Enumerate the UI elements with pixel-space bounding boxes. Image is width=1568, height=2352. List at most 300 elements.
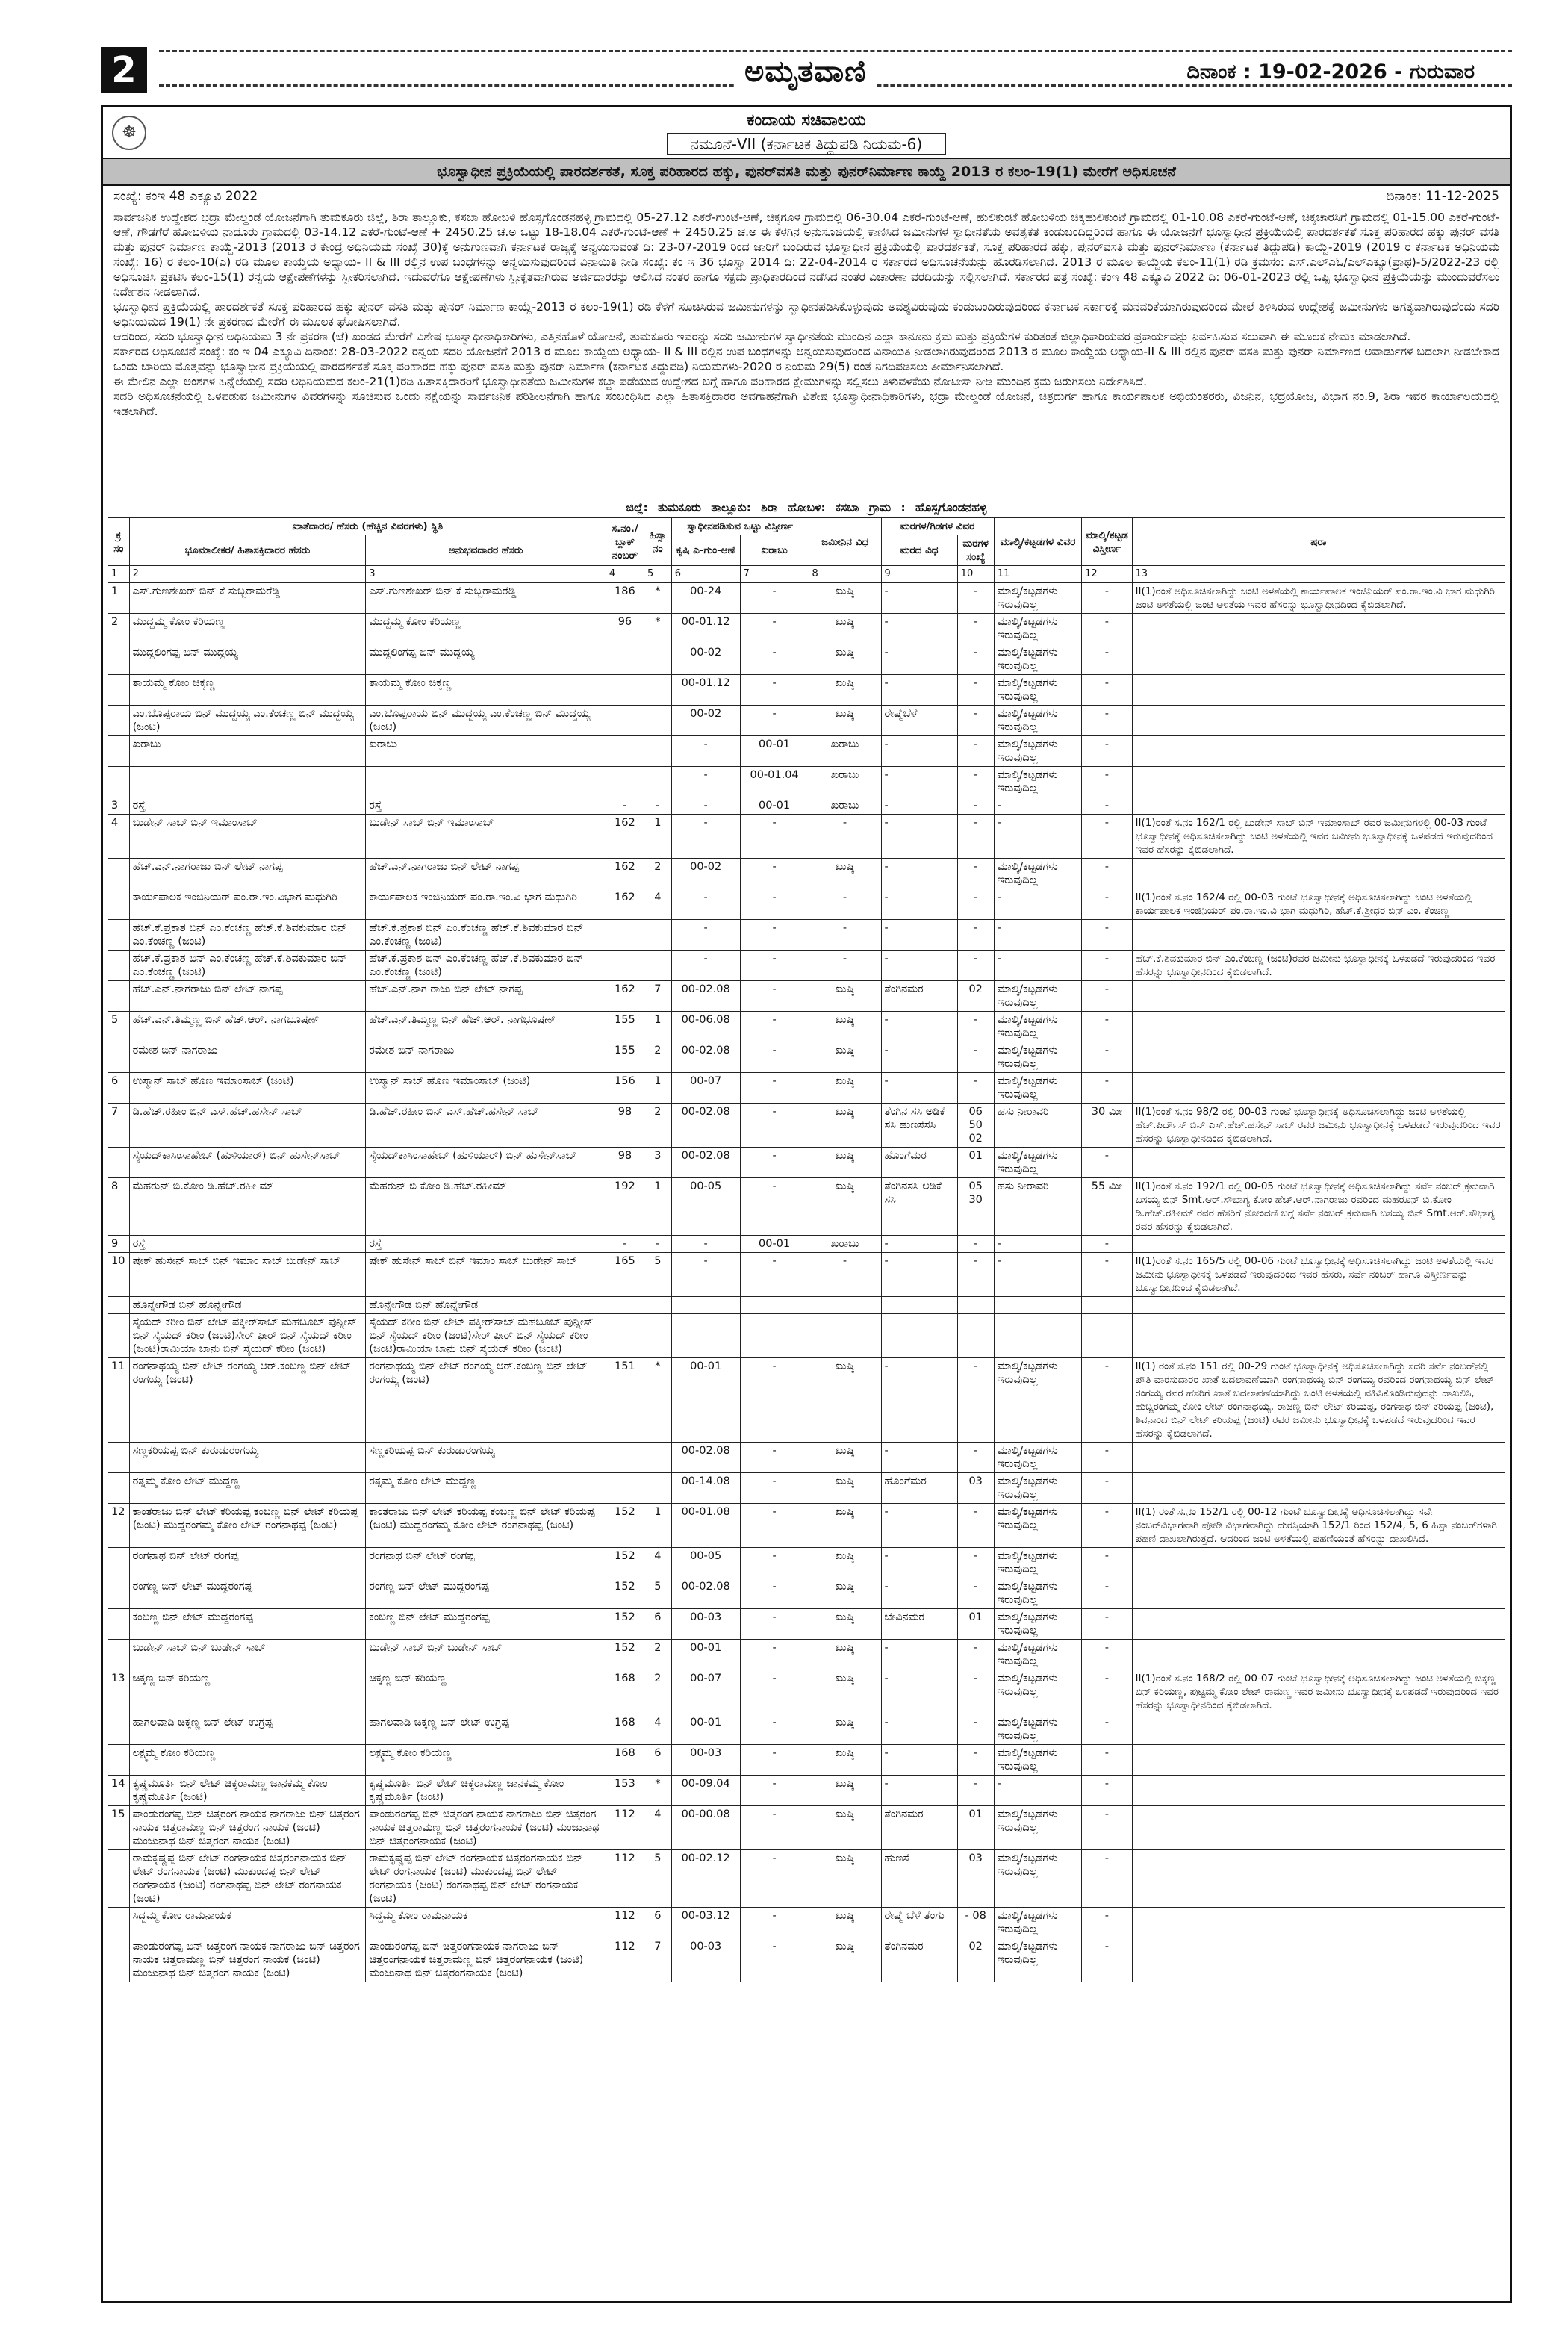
cell-kharab: - xyxy=(740,1745,809,1776)
cell-survey: - xyxy=(606,1236,644,1253)
table-row xyxy=(108,981,1505,1012)
cell-occupant: ಬುಡೇನ್ ಸಾಬ್ ಬಿನ್ ಬುಡೇನ್ ಸಾಬ್ xyxy=(366,1640,606,1670)
cell-survey: - xyxy=(606,797,644,815)
cell-remark: ಹೆಚ್.ಕೆ.ಶಿವಕುಮಾರ ಬಿನ್ ಎಂ.ಕೆಂಚಣ್ಣ (ಜಂಟಿ)ರವರ ಜಮೀನು ಭೂಸ್ವಾಧೀನಕ್ಕೆ ಒಳಪಡದೆ ಇರುವುದರಿಂದ ಇವರ ಹೆಸರನ್ನು ಭೂಸ್ವಾಧೀನದಿಂದ ಕೈಬಿಡಲಾಗಿದೆ. xyxy=(1132,951,1505,981)
cell-hissa: - xyxy=(644,797,671,815)
header-occupant: ಅನುಭವದಾರರ ಹೆಸರು xyxy=(366,535,606,566)
cell-occupant: ಹೆಚ್.ಕೆ.ಪ್ರಕಾಶ ಬಿನ್ ಎಂ.ಕೆಂಚಣ್ಣ ಹೆಚ್.ಕೆ.ಶಿವಕುಮಾರ ಬಿನ್ ಎಂ.ಕೆಂಚಣ್ಣ (ಜಂಟಿ) xyxy=(366,951,606,981)
cell-krishi: 00-07 xyxy=(671,1670,740,1714)
header-remarks: ಷರಾ xyxy=(1132,518,1505,566)
table-row xyxy=(108,1473,1505,1504)
cell-remark: II(1)ರಂತೆ ಸ.ನಂ 165/5 ರಲ್ಲಿ 00-06 ಗುಂಟೆ ಭೂಸ್ವಾಧೀನಕ್ಕೆ ಅಧಿಸೂಚಿಸಲಾಗಿದ್ದು ಜಂಟಿ ಅಳತೆಯಲ್ಲಿ ಇವರ ಜಮೀನು ಭೂಸ್ವಾಧೀನಕ್ಕೆ ಒಳಪಡದೆ ಇರುವುದರಿಂದ ಇವರ ಹೆಸರು, ಸರ್ವೆ ನಂಬರ್ ಹಾಗೂ ವಿಸ್ತೀರ್ಣವನ್ನು ಭೂಸ್ವಾಧೀನದಿಂದ ಕೈಬಿಡಲಾಗಿದೆ. xyxy=(1132,1253,1505,1297)
cell-kharab: - xyxy=(740,1443,809,1473)
cell-survey: 168 xyxy=(606,1670,644,1714)
cell-sl xyxy=(108,981,130,1012)
cell-count: - xyxy=(957,859,994,889)
cell-type: ಖುಷ್ಕಿ xyxy=(809,1776,881,1806)
cell-bldg: ಮಾಲ್ಕಿ/ಕಟ್ಟಡಗಳು ಇರುವುದಿಲ್ಲ xyxy=(994,1473,1081,1504)
cell-sl xyxy=(108,1148,130,1178)
cell-occupant: ರಮೇಶ ಬಿನ್ ನಾಗರಾಜು xyxy=(366,1042,606,1073)
notification-banner: ಭೂಸ್ವಾಧೀನ ಪ್ರಕ್ರಿಯೆಯಲ್ಲಿ ಪಾರದರ್ಶಕತೆ, ಸೂಕ್ತ ಪರಿಹಾರದ ಹಕ್ಕು, ಪುನರ್‌ವಸತಿ ಮತ್ತು ಪುನರ್‌ನಿರ್ಮಾಣ ಕಾಯ್ದೆ 2013 ರ ಕಲಂ-19(1) ಮೇರೆಗೆ ಅಧಿಸೂಚನೆ xyxy=(103,158,1510,186)
cell-survey: 152 xyxy=(606,1578,644,1609)
cell-bldg: ಮಾಲ್ಕಿ/ಕಟ್ಟಡಗಳು ಇರುವುದಿಲ್ಲ xyxy=(994,644,1081,675)
cell-sl xyxy=(108,1443,130,1473)
header-land-type: ಜಮೀನಿನ ವಿಧ xyxy=(809,518,881,566)
cell-remark: II(1)ರಂತೆ ಸ.ನಂ 162/4 ರಲ್ಲಿ 00-03 ಗುಂಟೆ ಭೂಸ್ವಾಧೀನಕ್ಕೆ ಅಧಿಸೂಚಿಸಲಾಗಿದ್ದು ಜಂಟಿ ಅಳತೆಯಲ್ಲಿ ಕಾರ್ಯಪಾಲಕ ಇಂಜಿನಿಯರ್ ಪಂ.ರಾ.ಇಂ.ವಿ ಭಾಗ ಮಧುಗಿರಿ, ಹೆಚ್.ಕೆ.ಶ್ರೀಧರ ಬಿನ್ ಎಂ. ಕೆಂಚಣ್ಣ xyxy=(1132,889,1505,920)
cell-bldg: ಮಾಲ್ಕಿ/ಕಟ್ಟಡಗಳು ಇರುವುದಿಲ್ಲ xyxy=(994,1012,1081,1042)
cell-hissa: * xyxy=(644,1358,671,1443)
top-rule xyxy=(159,50,1512,52)
cell-type: ಖುಷ್ಕಿ xyxy=(809,1548,881,1578)
cell-bldg: ಮಾಲ್ಕಿ/ಕಟ್ಟಡಗಳು ಇರುವುದಿಲ್ಲ xyxy=(994,1938,1081,1982)
cell-occupant: ಡಿ.ಹೆಚ್.ರಹೀಂ ಬಿನ್ ಎಸ್.ಹೆಚ್.ಹಸೇನ್ ಸಾಬ್ xyxy=(366,1104,606,1148)
cell-hissa: 3 xyxy=(644,1148,671,1178)
cell-remark xyxy=(1132,614,1505,644)
cell-occupant: ಸೈಯದ್‌ಕಾಸಿಂಸಾಹೇಬ್ (ಹುಳಿಯಾರ್) ಬಿನ್ ಹುಸೇನ್‌ಸಾಬ್ xyxy=(366,1148,606,1178)
cell-tree: - xyxy=(881,951,957,981)
cell-occupant: ಕೃಷ್ಣಮೂರ್ತಿ ಬಿನ್ ಲೇಟ್ ಚಿಕ್ಕರಾಮಣ್ಣ ಜಾನಕಮ್ಮ ಕೋಂ ಕೃಷ್ಣಮೂರ್ತಿ (ಜಂಟಿ) xyxy=(366,1776,606,1806)
cell-hissa: 1 xyxy=(644,1012,671,1042)
cell-tree: - xyxy=(881,1012,957,1042)
cell-owner: ಉಸ್ಮಾನ್ ಸಾಬ್ ಹೊಣ ಇಮಾಂಸಾಬ್ (ಜಂಟಿ) xyxy=(129,1073,366,1104)
cell-owner: ಮುದ್ದಮ್ಮ ಕೋಂ ಕರಿಯಣ್ಣ xyxy=(129,614,366,644)
cell-survey xyxy=(606,1314,644,1358)
cell-tree: ರೇಷ್ಮೆ ಬೆಳೆ ತೆಂಗು xyxy=(881,1908,957,1938)
cell-hissa: 4 xyxy=(644,1806,671,1850)
cell-hissa: 1 xyxy=(644,815,671,859)
cell-survey: 98 xyxy=(606,1104,644,1148)
cell-owner: ರಸ್ತೆ xyxy=(129,1236,366,1253)
cell-type xyxy=(809,1297,881,1314)
cell-survey xyxy=(606,736,644,767)
cell-bldg: - xyxy=(994,920,1081,951)
cell-hissa: 4 xyxy=(644,1714,671,1745)
cell-count: 06 50 02 xyxy=(957,1104,994,1148)
cell-bldg: - xyxy=(994,889,1081,920)
table-row xyxy=(108,1745,1505,1776)
issue-date: ದಿನಾಂಕ : 19-02-2026 - ಗುರುವಾರ xyxy=(1179,60,1482,84)
cell-sl xyxy=(108,1548,130,1578)
cell-bldg: ಮಾಲ್ಕಿ/ಕಟ್ಟಡಗಳು ಇರುವುದಿಲ್ಲ xyxy=(994,1640,1081,1670)
cell-barea xyxy=(1082,1314,1132,1358)
cell-bldg: - xyxy=(994,797,1081,815)
cell-survey: 156 xyxy=(606,1073,644,1104)
body-paragraph: ಸಾರ್ವಜನಿಕ ಉದ್ದೇಶದ ಭದ್ರಾ ಮೇಲ್ದಂಡೆ ಯೋಜನೆಗಾಗಿ ತುಮಕೂರು ಜಿಲ್ಲೆ, ಶಿರಾ ತಾಲ್ಲೂಕು, ಕಸಬಾ ಹೋಬಳಿ ಹೊಸ್ಸಗೊಂಡನಹಳ್ಳಿ ಗ್ರಾಮದಲ್ಲಿ 05-27.12 ಎಕರೆ-ಗುಂಟೆ-ಆಣೆ, ಚಿಕ್ಕಗೂಳ ಗ್ರಾಮದಲ್ಲಿ 06-30.04 ಎಕರೆ-ಗುಂಟೆ-ಆಣೆ, ಹುಲಿಕುಂಟೆ ಹೋಬಳಿಯ ಚಿಕ್ಕಹುಲಿಕುಂಟೆ ಗ್ರಾಮದಲ್ಲಿ 01-10.08 ಎಕರೆ-ಗುಂಟೆ-ಆಣೆ, ಚಿಕ್ಕಚಾರಸಿಗೆ ಗ್ರಾಮದಲ್ಲಿ 01-15.00 ಎಕರೆ-ಗುಂಟೆ-ಆಣೆ, ಗೌಡಗೆರೆ ಹೋಬಳಿಯ ನಾದೂರು ಗ್ರಾಮದಲ್ಲಿ 03-14.12 ಎಕರೆ-ಗುಂಟೆ-ಆಣೆ + 2450.25 ಚ.ಅ ಒಟ್ಟು 18-18.04 ಎಕರೆ-ಗುಂಟೆ-ಆಣೆ + 2450.25 ಚ.ಅ ಈ ಕೆಳಗಿನ ಅನುಸೂಚಿಯಲ್ಲಿ ಕಾಣಿಸಿದ ಜಮೀನುಗಳ ಸ್ವಾಧೀನತೆಯ ಅವಶ್ಯಕತೆ ಕಂಡುಬಂದಿದ್ದರಿಂದ ಹಾಗೂ ಈ ಯೋಜನೆಗೆ ಭೂಸ್ವಾಧೀನ ಪ್ರಕ್ರಿಯೆಯಲ್ಲಿ ಪಾರದರ್ಶಕತೆ ಸೂಕ್ತ ಪರಿಹಾರದ ಹಕ್ಕು ಪುನರ್ ವಸತಿ ಮತ್ತು ಪುನರ್ ನಿರ್ಮಾಣ ಕಾಯ್ದೆ-2013 (2013 ರ ಕೇಂದ್ರ ಅಧಿನಿಯಮ ಸಂಖ್ಯೆ 30)ಕ್ಕೆ ಅನುಗುಣವಾಗಿ ಕರ್ನಾಟಕ ರಾಜ್ಯಕ್ಕೆ ಅನ್ವಯಿಸುವಂತೆ ದಿ: 23-07-2019 ರಿಂದ ಜಾರಿಗೆ ಬಂದಿರುವ ಭೂಸ್ವಾಧೀನ ಪ್ರಕ್ರಿಯೆಯಲ್ಲಿ ಪಾರದರ್ಶಕತೆ, ಸೂಕ್ತ ಪರಿಹಾರದ ಹಕ್ಕು, ಪುನರ್‌ವಸತಿ ಮತ್ತು ಪುನರ್‌ನಿರ್ಮಾಣ (ಕರ್ನಾಟಕ ತಿದ್ದುಪಡಿ) ಕಾಯ್ದೆ-2019 (2019 ರ ಕರ್ನಾಟಕ ಅಧಿನಿಯಮ ಸಂಖ್ಯೆ: 16) ರ ಕಲಂ-10(ಎ) ರಡಿ ಮೂಲ ಕಾಯ್ದೆಯ ಅಧ್ಯಾಯ- II & III ರಲ್ಲಿನ ಉಪ ಬಂಧಗಳನ್ನು ಅನ್ವಯಿಸುವುದರಿಂದ ವಿನಾಯಿತಿ ನೀಡಿ ಸಂಖ್ಯೆ: ಕಂ ಇ 36 ಭೂಸ್ವಾ 2014 ದಿ: 22-04-2014 ರ ಸರ್ಕಾರದ ಅಧಿಸೂಚನೆಯನ್ನು ಹೊರಡಿಸಲಾಗಿದೆ. 2013 ರ ಮೂಲ ಕಾಯ್ದೆಯ ಕಲಂ-11(1) ರಡಿ ಕ್ರಮಸಂ: ಎಸ್.ಎಲ್ಎಓ/ಎಲ್ಎಕ್ಯೂ(ಪ್ರಾಥ)-5/2022-23 ರಲ್ಲಿ ಅಧಿಸೂಚಿಸಿ ಪ್ರಕಟಿಸಿ ಕಲಂ-15(1) ರನ್ವಯ ಆಕ್ಷೇಪಣೆಗಳನ್ನು ಸ್ವೀಕರಿಸಲಾಗಿದೆ. ಇದುವರೆಗೂ ಆಕ್ಷೇಪಣೆಗಳು ಸ್ವೀಕೃತವಾಗಿರುವ ಅರ್ಜಿದಾರರನ್ನು ಆಲಿಸಿದ ನಂತರ ಹಾಗೂ ಸಕ್ಷಮ ಪ್ರಾಧಿಕಾರದಿಂದ ನಡೆಸಿದ ನಂತರ ವಿಚಾರಣಾ ವರದಿಯನ್ನು ಸಲ್ಲಿಸಲಾಗಿದೆ. ಸರ್ಕಾರದ ಪತ್ರ ಸಂಖ್ಯೆ: ಕಂಇ 48 ಎಕ್ಯೂವಿ 2022 ದಿ: 06-01-2023 ರಲ್ಲಿ ಒಪ್ಪಿ ಭೂಸ್ವಾಧೀನ ಪ್ರಕ್ರಿಯೆಯನ್ನು ಮುಂದುವರೆಸಲು ನಿರ್ದೇಶನ ನೀಡಲಾಗಿದೆ. xyxy=(113,211,1499,299)
table-row xyxy=(108,1443,1505,1473)
cell-type: ಖುಷ್ಕಿ xyxy=(809,644,881,675)
header-area-group: ಸ್ವಾಧೀನಪಡಿಸುವ ಒಟ್ಟು ವಿಸ್ತೀರ್ಣ xyxy=(671,518,809,535)
cell-barea: - xyxy=(1082,1938,1132,1982)
cell-occupant: ಸಿದ್ದಮ್ಮ ಕೋಂ ರಾಮನಾಯಕ xyxy=(366,1908,606,1938)
cell-survey: 186 xyxy=(606,583,644,614)
cell-type: ಖರಾಬು xyxy=(809,797,881,815)
cell-count: 02 xyxy=(957,1938,994,1982)
cell-count: - xyxy=(957,736,994,767)
body-paragraph: ಭೂಸ್ವಾಧೀನ ಪ್ರಕ್ರಿಯೆಯಲ್ಲಿ ಪಾರದರ್ಶಕತೆ ಸೂಕ್ತ ಪರಿಹಾರದ ಹಕ್ಕು ಪುನರ್ ವಸತಿ ಮತ್ತು ಪುನರ್ ನಿರ್ಮಾಣ ಕಾಯ್ದೆ-2013 ರ ಕಲಂ-19(1) ರಡಿ ಕೆಳಗೆ ಸೂಚಿಸಿರುವ ಜಮೀನುಗಳನ್ನು ಸ್ವಾಧೀನಪಡಿಸಿಕೊಳ್ಳುವುದು ಅವಶ್ಯವಿರುವುದು ಕಂಡುಬಂದಿರುವುದರಿಂದ ಕರ್ನಾಟಕ ಸರ್ಕಾರಕ್ಕೆ ಮನವರಿಕೆಯಾಗಿರುವುದರಿಂದ ಮೇಲೆ ತಿಳಿಸಿರುವ ಉದ್ದೇಶಕ್ಕೆ ಜಮೀನುಗಳು ಅಗತ್ಯವಾಗಿರುವುದೆಂದು ಸದರಿ ಅಧಿನಿಯಮದ 19(1) ನೇ ಪ್ರಕರಣದ ಮೇರೆಗೆ ಈ ಮೂಲಕ ಘೋಷಿಸಲಾಗಿದೆ. xyxy=(113,300,1499,329)
cell-kharab: - xyxy=(740,706,809,736)
cell-sl: 13 xyxy=(108,1670,130,1714)
cell-owner: ರಂಗನಾಥಯ್ಯ ಬಿನ್ ಲೇಟ್ ರಂಗಯ್ಯ ಆರ್.ಕಂಬಣ್ಣ ಬಿನ್ ಲೇಟ್ ರಂಗಯ್ಯ (ಜಂಟಿ) xyxy=(129,1358,366,1443)
cell-survey xyxy=(606,951,644,981)
cell-type: ಖುಷ್ಕಿ xyxy=(809,1148,881,1178)
cell-type: ಖುಷ್ಕಿ xyxy=(809,859,881,889)
cell-bldg: - xyxy=(994,1253,1081,1297)
cell-owner: ಸಣ್ಣಕರಿಯಪ್ಪ ಬಿನ್ ಕುರುಡುರಂಗಯ್ಯ xyxy=(129,1443,366,1473)
cell-sl: 10 xyxy=(108,1253,130,1297)
column-number-row xyxy=(108,566,1505,583)
cell-sl xyxy=(108,736,130,767)
cell-type: ಖುಷ್ಕಿ xyxy=(809,675,881,706)
cell-type xyxy=(809,1314,881,1358)
cell-remark xyxy=(1132,981,1505,1012)
cell-survey: 112 xyxy=(606,1806,644,1850)
cell-tree xyxy=(881,1297,957,1314)
cell-occupant: ಮುದ್ದಮ್ಮ ಕೋಂ ಕರಿಯಣ್ಣ xyxy=(366,614,606,644)
cell-owner: ಕಂಬಣ್ಣ ಬಿನ್ ಲೇಟ್ ಮುದ್ದರಂಗಪ್ಪ xyxy=(129,1609,366,1640)
cell-count: - xyxy=(957,1504,994,1548)
column-number: 10 xyxy=(957,566,994,583)
cell-survey: 162 xyxy=(606,859,644,889)
cell-owner: ಹಾಗಲವಾಡಿ ಚಿಕ್ಕಣ್ಣ ಬಿನ್ ಲೇಟ್ ಉಗ್ರಪ್ಪ xyxy=(129,1714,366,1745)
cell-survey: 153 xyxy=(606,1776,644,1806)
cell-occupant: ರಸ್ತೆ xyxy=(366,1236,606,1253)
cell-barea: - xyxy=(1082,889,1132,920)
cell-type: ಖುಷ್ಕಿ xyxy=(809,1850,881,1908)
cell-tree: - xyxy=(881,889,957,920)
cell-survey: 168 xyxy=(606,1714,644,1745)
cell-owner: ರತ್ನಮ್ಮ ಕೋಂ ಲೇಟ್ ಮುದ್ದಣ್ಣ xyxy=(129,1473,366,1504)
cell-tree: ತೆಂಗಿನಮರ xyxy=(881,1938,957,1982)
cell-kharab: - xyxy=(740,1358,809,1443)
cell-krishi: - xyxy=(671,1236,740,1253)
table-row xyxy=(108,1236,1505,1253)
cell-occupant: ರಂಗಣ್ಣ ಬಿನ್ ಲೇಟ್ ಮುದ್ದರಂಗಪ್ಪ xyxy=(366,1578,606,1609)
cell-sl xyxy=(108,889,130,920)
cell-bldg: ಮಾಲ್ಕಿ/ಕಟ್ಟಡಗಳು ಇರುವುದಿಲ್ಲ xyxy=(994,1670,1081,1714)
cell-owner: ಎಸ್.ಗುಣಶೇಖರ್ ಬಿನ್ ಕೆ ಸುಬ್ಬರಾಮರೆಡ್ಡಿ xyxy=(129,583,366,614)
cell-owner xyxy=(129,767,366,797)
cell-krishi: 00-02.08 xyxy=(671,1148,740,1178)
cell-barea: - xyxy=(1082,706,1132,736)
cell-count: - 08 xyxy=(957,1908,994,1938)
cell-kharab: - xyxy=(740,815,809,859)
cell-krishi: 00-02 xyxy=(671,644,740,675)
cell-occupant: ಉಸ್ಮಾನ್ ಸಾಬ್ ಹೊಣ ಇಮಾಂಸಾಬ್ (ಜಂಟಿ) xyxy=(366,1073,606,1104)
column-number: 7 xyxy=(740,566,809,583)
cell-occupant: ಮೆಹರುನ್ ಬಿ ಕೋಂ ಡಿ.ಹೆಚ್.ರಹೀಮ್ xyxy=(366,1178,606,1236)
cell-kharab: - xyxy=(740,1473,809,1504)
cell-remark xyxy=(1132,920,1505,951)
cell-bldg: ಮಾಲ್ಕಿ/ಕಟ್ಟಡಗಳು ಇರುವುದಿಲ್ಲ xyxy=(994,1073,1081,1104)
cell-krishi: 00-24 xyxy=(671,583,740,614)
table-row xyxy=(108,920,1505,951)
cell-owner: ಎಂ.ಬೊಪ್ಪರಾಯ ಬಿನ್ ಮುದ್ದಯ್ಯ ಎಂ.ಕೆಂಚಣ್ಣ ಬಿನ್ ಮುದ್ದಯ್ಯ (ಜಂಟಿ) xyxy=(129,706,366,736)
cell-kharab: 00-01 xyxy=(740,1236,809,1253)
cell-owner: ಹೊನ್ನೇಗೌಡ ಬಿನ್ ಹೊನ್ನೇಗೌಡ xyxy=(129,1297,366,1314)
cell-bldg: ಮಾಲ್ಕಿ/ಕಟ್ಟಡಗಳು ಇರುವುದಿಲ್ಲ xyxy=(994,1548,1081,1578)
cell-krishi: 00-09.04 xyxy=(671,1776,740,1806)
cell-krishi: - xyxy=(671,889,740,920)
header-sl: ಕ್ರ ಸಂ xyxy=(108,518,130,566)
cell-krishi: 00-01 xyxy=(671,1358,740,1443)
cell-hissa: 6 xyxy=(644,1609,671,1640)
cell-hissa: 1 xyxy=(644,1073,671,1104)
cell-type: ಖುಷ್ಕಿ xyxy=(809,1073,881,1104)
table-row xyxy=(108,1850,1505,1908)
cell-bldg: ಮಾಲ್ಕಿ/ಕಟ್ಟಡಗಳು ಇರುವುದಿಲ್ಲ xyxy=(994,1609,1081,1640)
cell-remark xyxy=(1132,1073,1505,1104)
cell-survey: 192 xyxy=(606,1178,644,1236)
cell-remark xyxy=(1132,797,1505,815)
cell-occupant: ರಸ್ತೆ xyxy=(366,797,606,815)
cell-occupant: ತಾಯಮ್ಮ ಕೋಂ ಚಿಕ್ಕಣ್ಣ xyxy=(366,675,606,706)
cell-owner: ಬುಡೇನ್ ಸಾಬ್ ಬಿನ್ ಬುಡೇನ್ ಸಾಬ್ xyxy=(129,1640,366,1670)
cell-barea: - xyxy=(1082,1776,1132,1806)
cell-sl: 9 xyxy=(108,1236,130,1253)
cell-krishi: 00-01 xyxy=(671,1640,740,1670)
table-row xyxy=(108,1548,1505,1578)
cell-count: - xyxy=(957,1578,994,1609)
cell-barea: - xyxy=(1082,1745,1132,1776)
cell-occupant: ರತ್ನಮ್ಮ ಕೋಂ ಲೇಟ್ ಮುದ್ದಣ್ಣ xyxy=(366,1473,606,1504)
cell-bldg: ಮಾಲ್ಕಿ/ಕಟ್ಟಡಗಳು ಇರುವುದಿಲ್ಲ xyxy=(994,1042,1081,1073)
cell-barea: - xyxy=(1082,1714,1132,1745)
cell-hissa: 7 xyxy=(644,981,671,1012)
cell-survey xyxy=(606,644,644,675)
cell-kharab: - xyxy=(740,1938,809,1982)
header-tree-type: ಮರದ ವಿಧ xyxy=(881,535,957,566)
cell-occupant: ರಂಗನಾಥಯ್ಯ ಬಿನ್ ಲೇಟ್ ರಂಗಯ್ಯ ಆರ್.ಕಂಬಣ್ಣ ಬಿನ್ ಲೇಟ್ ರಂಗಯ್ಯ (ಜಂಟಿ) xyxy=(366,1358,606,1443)
cell-krishi: 00-03 xyxy=(671,1609,740,1640)
cell-bldg: ಹಸು ನೀರಾವರಿ xyxy=(994,1104,1081,1148)
cell-occupant: ಪಾಂಡುರಂಗಪ್ಪ ಬಿನ್ ಚಿತ್ತರಂಗ ನಾಯಕ ನಾಗರಾಜು ಬಿನ್ ಚಿತ್ತರಂಗ ನಾಯಕ ಚಿತ್ತರಾಮಣ್ಣ ಬಿನ್ ಚಿತ್ತರಂಗನಾಯಕ (ಜಂಟಿ) ಮಂಜುನಾಥ ಬಿನ್ ಚಿತ್ತರಂಗನಾಯಕ (ಜಂಟಿ) xyxy=(366,1806,606,1850)
column-number: 8 xyxy=(809,566,881,583)
cell-remark xyxy=(1132,1236,1505,1253)
cell-barea: - xyxy=(1082,1578,1132,1609)
cell-occupant: ಹೆಚ್.ಎನ್.ನಾಗ ರಾಜು ಬಿನ್ ಲೇಟ್ ನಾಗಪ್ಪ xyxy=(366,981,606,1012)
table-row xyxy=(108,1178,1505,1236)
form-label: ನಮೂನೆ-VII (ಕರ್ನಾಟಕ ತಿದ್ದುಪಡಿ ನಿಯಮ-6) xyxy=(667,133,946,155)
cell-count: - xyxy=(957,920,994,951)
table-row xyxy=(108,951,1505,981)
cell-hissa: 5 xyxy=(644,1850,671,1908)
table-row xyxy=(108,1073,1505,1104)
cell-kharab: - xyxy=(740,1714,809,1745)
cell-kharab: - xyxy=(740,644,809,675)
cell-remark: II(1)ರಂತೆ ಸ.ನಂ 192/1 ರಲ್ಲಿ 00-05 ಗುಂಟೆ ಭೂಸ್ವಾಧೀನಕ್ಕೆ ಅಧಿಸೂಚಿಸಲಾಗಿದ್ದು ಸರ್ವೆ ನಂಬರ್ ಕ್ರಮವಾಗಿ ಬಸಯ್ಯ ಬಿನ್ Smt.ಆರ್.ಸೌಭಾಗ್ಯ ಕೋಂ ಹೆಚ್.ಆರ್.ನಾಗರಾಜು ರವರಿಂದ ಮಹರೂನ್ ಬಿ.ಕೋಂ ಡಿ.ಹೆಚ್.ರಹೀಮ್ ರವರ ಹೆಸರಿಗೆ ನೋಂದಣಿ ಬಗ್ಗೆ ಸರ್ವೆ ನಂಬರ್ ಕ್ರಮವಾಗಿ ಬಸಯ್ಯ ಬಿನ್ Smt.ಆರ್.ಸೌಭಾಗ್ಯ ರವರ ಹೆಸರನ್ನು ಕೈಬಿಡಲಾಗಿದೆ. xyxy=(1132,1178,1505,1236)
cell-hissa xyxy=(644,1473,671,1504)
cell-hissa: 5 xyxy=(644,1253,671,1297)
table-row xyxy=(108,1504,1505,1548)
cell-krishi: - xyxy=(671,920,740,951)
cell-count: - xyxy=(957,951,994,981)
cell-type: - xyxy=(809,889,881,920)
cell-tree: ತೆಂಗಿನಮರ xyxy=(881,1806,957,1850)
header-trees-group: ಮರಗಳ/ಗಿಡಗಳ ವಿವರ xyxy=(881,518,994,535)
reference-date: ದಿನಾಂಕ: 11-12-2025 xyxy=(1386,189,1499,204)
cell-count: - xyxy=(957,675,994,706)
cell-tree: - xyxy=(881,1670,957,1714)
cell-hissa xyxy=(644,706,671,736)
cell-sl xyxy=(108,920,130,951)
cell-krishi: 00-03 xyxy=(671,1745,740,1776)
cell-remark xyxy=(1132,1640,1505,1670)
cell-krishi: - xyxy=(671,951,740,981)
cell-sl: 8 xyxy=(108,1178,130,1236)
cell-type: ಖುಷ್ಕಿ xyxy=(809,1104,881,1148)
cell-kharab: - xyxy=(740,1504,809,1548)
cell-krishi: 00-07 xyxy=(671,1073,740,1104)
cell-count: - xyxy=(957,583,994,614)
cell-hissa xyxy=(644,644,671,675)
masthead xyxy=(101,41,1512,93)
cell-type: ಖುಷ್ಕಿ xyxy=(809,1640,881,1670)
cell-occupant: ಹೊನ್ನೇಗೌಡ ಬಿನ್ ಹೊನ್ನೇಗೌಡ xyxy=(366,1297,606,1314)
table-row xyxy=(108,815,1505,859)
cell-tree: - xyxy=(881,1253,957,1297)
cell-owner: ಚಿಕ್ಕಣ್ಣ ಬಿನ್ ಕರಿಯಣ್ಣ xyxy=(129,1670,366,1714)
cell-barea: - xyxy=(1082,1670,1132,1714)
cell-count: - xyxy=(957,767,994,797)
cell-bldg: ಮಾಲ್ಕಿ/ಕಟ್ಟಡಗಳು ಇರುವುದಿಲ್ಲ xyxy=(994,1806,1081,1850)
cell-hissa xyxy=(644,675,671,706)
table-row xyxy=(108,1714,1505,1745)
cell-bldg: ಮಾಲ್ಕಿ/ಕಟ್ಟಡಗಳು ಇರುವುದಿಲ್ಲ xyxy=(994,767,1081,797)
cell-sl xyxy=(108,951,130,981)
cell-count: - xyxy=(957,1745,994,1776)
cell-type: ಖರಾಬು xyxy=(809,736,881,767)
cell-type: ಖುಷ್ಕಿ xyxy=(809,1609,881,1640)
cell-barea: 30 ಮೀ xyxy=(1082,1104,1132,1148)
cell-remark xyxy=(1132,1806,1505,1850)
cell-barea: - xyxy=(1082,920,1132,951)
cell-count: 01 xyxy=(957,1148,994,1178)
cell-count: - xyxy=(957,1073,994,1104)
cell-bldg: ಮಾಲ್ಕಿ/ಕಟ್ಟಡಗಳು ಇರುವುದಿಲ್ಲ xyxy=(994,706,1081,736)
cell-owner: ಖರಾಬು xyxy=(129,736,366,767)
cell-krishi: 00-02.08 xyxy=(671,1042,740,1073)
cell-type: ಖರಾಬು xyxy=(809,767,881,797)
cell-kharab: - xyxy=(740,1042,809,1073)
table-row xyxy=(108,1670,1505,1714)
table-row xyxy=(108,1806,1505,1850)
cell-kharab: - xyxy=(740,981,809,1012)
table-row xyxy=(108,1358,1505,1443)
cell-krishi: 00-02.08 xyxy=(671,1104,740,1148)
cell-krishi: 00-05 xyxy=(671,1178,740,1236)
cell-owner: ರಾಮಕೃಷ್ಣಪ್ಪ ಬಿನ್ ಲೇಟ್ ರಂಗನಾಯಕ ಚಿತ್ತರಂಗನಾಯಕ ಬಿನ್ ಲೇಟ್ ರಂಗನಾಯಕ (ಜಂಟಿ) ಮುಕುಂದಪ್ಪ ಬಿನ್ ಲೇಟ್ ರಂಗನಾಯಕ (ಜಂಟಿ) ರಂಗನಾಥಪ್ಪ ಬಿನ್ ಲೇಟ್ ರಂಗನಾಯಕ (ಜಂಟಿ) xyxy=(129,1850,366,1908)
cell-occupant xyxy=(366,767,606,797)
cell-type: ಖುಷ್ಕಿ xyxy=(809,1745,881,1776)
cell-kharab: - xyxy=(740,920,809,951)
cell-remark xyxy=(1132,1745,1505,1776)
cell-kharab: - xyxy=(740,1148,809,1178)
cell-owner: ಪಾಂಡುರಂಗಪ್ಪ ಬಿನ್ ಚಿತ್ತರಂಗ ನಾಯಕ ನಾಗರಾಜು ಬಿನ್ ಚಿತ್ತರಂಗ ನಾಯಕ ಚಿತ್ತರಾಮಣ್ಣ ಬಿನ್ ಚಿತ್ತರಂಗ ನಾಯಕ (ಜಂಟಿ) ಮಂಜುನಾಥ ಬಿನ್ ಚಿತ್ತರಂಗ ನಾಯಕ (ಜಂಟಿ) xyxy=(129,1938,366,1982)
header-building-area: ಮಾಲ್ಕಿ/ಕಟ್ಟಡ ವಿಸ್ತೀರ್ಣ xyxy=(1082,518,1132,566)
cell-survey: 151 xyxy=(606,1358,644,1443)
cell-remark xyxy=(1132,1473,1505,1504)
cell-survey xyxy=(606,1473,644,1504)
body-paragraph: ಆದರಿಂದ, ಸದರಿ ಭೂಸ್ವಾಧೀನ ಅಧಿನಿಯಮ 3 ನೇ ಪ್ರಕರಣ (ಜೆ) ಖಂಡದ ಮೇರೆಗೆ ವಿಶೇಷ ಭೂಸ್ವಾಧೀನಾಧಿಕಾರಿಗಳು, ಎತ್ತಿನಹೊಳೆ ಯೋಜನೆ, ತುಮಕೂರು ಇವರನ್ನು ಸದರಿ ಜಮೀನುಗಳ ಸ್ವಾಧೀನತೆಯ ಮುಂದಿನ ಎಲ್ಲಾ ಕಾನೂನು ಕ್ರಮ ಮತ್ತು ಪ್ರಕ್ರಿಯೆಗಳ ಕುರಿತಂತೆ ಜಿಲ್ಲಾಧಿಕಾರಿಯವರ ಪ್ರಕಾರ್ಯವನ್ನು ನಿರ್ವಹಿಸುವ ಸಲುವಾಗಿ ಈ ಮೂಲಕ ನೇಮಕ ಮಾಡಲಾಗಿದೆ. xyxy=(113,330,1411,343)
cell-occupant: ರಂಗನಾಥ ಬಿನ್ ಲೇಟ್ ರಂಗಪ್ಪ xyxy=(366,1548,606,1578)
cell-count: - xyxy=(957,1042,994,1073)
cell-remark: II(1) ರಂತೆ ಸ.ನಂ 152/1 ರಲ್ಲಿ 00-12 ಗುಂಟೆ ಭೂಸ್ವಾಧೀನಕ್ಕೆ ಅಧಿಸೂಚಿಸಲಾಗಿದ್ದು ಸರ್ವೆ ನಂಬರ್‌ವಿಭಾಗವಾಗಿ ಪೋಡಿ ವಿಭಾಗವಾಗಿದ್ದು ದುರಸ್ತಿಯಾಗಿ 152/1 ರಿಂದ 152/4, 5, 6 ಹಿಸ್ಸಾ ನಂಬರ್‌ಗಳಾಗಿ ಪಹಣಿ ದಾಖಲಾಗಿರುತ್ತದೆ. ಆದರಿಂದ ಜಂಟಿ ಅಳತೆಯಲ್ಲಿ ಪಹಣಿಯಂತೆ ಹೆಸರನ್ನು ದಾಖಲಿಸಿದೆ. xyxy=(1132,1504,1505,1548)
cell-tree: ತೆಂಗಿನಸಸಿ ಅಡಿಕೆ ಸಸಿ xyxy=(881,1178,957,1236)
cell-krishi: 00-02 xyxy=(671,859,740,889)
cell-krishi: 00-01.12 xyxy=(671,614,740,644)
cell-tree: - xyxy=(881,736,957,767)
table-row xyxy=(108,1012,1505,1042)
cell-bldg: ಮಾಲ್ಕಿ/ಕಟ್ಟಡಗಳು ಇರುವುದಿಲ್ಲ xyxy=(994,1745,1081,1776)
cell-remark xyxy=(1132,859,1505,889)
cell-type: ಖುಷ್ಕಿ xyxy=(809,1938,881,1982)
cell-owner: ಡಿ.ಹೆಚ್.ರಹೀಂ ಬಿನ್ ಎಸ್.ಹೆಚ್.ಹಸೇನ್ ಸಾಬ್ xyxy=(129,1104,366,1148)
cell-occupant: ರಾಮಕೃಷ್ಣಪ್ಪ ಬಿನ್ ಲೇಟ್ ರಂಗನಾಯಕ ಚಿತ್ತರಂಗನಾಯಕ ಬಿನ್ ಲೇಟ್ ರಂಗನಾಯಕ (ಜಂಟಿ) ಮುಕುಂದಪ್ಪ ಬಿನ್ ಲೇಟ್ ರಂಗನಾಯಕ (ಜಂಟಿ) ರಂಗನಾಥಪ್ಪ ಬಿನ್ ಲೇಟ್ ರಂಗನಾಯಕ (ಜಂಟಿ) xyxy=(366,1850,606,1908)
cell-bldg: ಮಾಲ್ಕಿ/ಕಟ್ಟಡಗಳು ಇರುವುದಿಲ್ಲ xyxy=(994,1850,1081,1908)
cell-sl xyxy=(108,1640,130,1670)
cell-bldg: - xyxy=(994,951,1081,981)
cell-remark xyxy=(1132,1776,1505,1806)
column-number: 11 xyxy=(994,566,1081,583)
cell-kharab: - xyxy=(740,1776,809,1806)
cell-tree: ಬೇವಿನಮರ xyxy=(881,1609,957,1640)
cell-count: 03 xyxy=(957,1850,994,1908)
cell-sl xyxy=(108,675,130,706)
cell-sl: 11 xyxy=(108,1358,130,1443)
cell-krishi: 00-03 xyxy=(671,1938,740,1982)
cell-tree: ರೇಷ್ಮೆಬೆಳೆ xyxy=(881,706,957,736)
cell-owner: ರಂಗನಾಥ ಬಿನ್ ಲೇಟ್ ರಂಗಪ್ಪ xyxy=(129,1548,366,1578)
cell-owner: ಸೈಯದ್ ಕರೀಂ ಬಿನ್ ಲೇಟ್ ಪಕ್ಕೀರ್‌ಸಾಬ್ ಮಹಬೂಬ್ ಪುನ್ನೀಸ್ ಬಿನ್ ಸೈಯದ್ ಕರೀಂ (ಜಂಟಿ)ಸೇರ್ ಫೀರ್ ಬಿನ್ ಸೈಯದ್ ಕರೀಂ (ಜಂಟಿ)ರಾಮಿಯಾ ಬಾನು ಬಿನ್ ಸೈಯದ್ ಕರೀಂ (ಜಂಟಿ) xyxy=(129,1314,366,1358)
cell-count: 01 xyxy=(957,1806,994,1850)
cell-survey xyxy=(606,920,644,951)
cell-krishi: 00-02.08 xyxy=(671,1443,740,1473)
cell-hissa: 2 xyxy=(644,859,671,889)
cell-count: - xyxy=(957,1358,994,1443)
cell-bldg: ಮಾಲ್ಕಿ/ಕಟ್ಟಡಗಳು ಇರುವುದಿಲ್ಲ xyxy=(994,1504,1081,1548)
cell-survey: 155 xyxy=(606,1042,644,1073)
cell-kharab: - xyxy=(740,1253,809,1297)
cell-owner: ರಸ್ತೆ xyxy=(129,797,366,815)
cell-barea: - xyxy=(1082,1609,1132,1640)
cell-survey xyxy=(606,706,644,736)
cell-survey: 98 xyxy=(606,1148,644,1178)
cell-remark: II(1) ರಂತೆ ಸ.ನಂ 151 ರಲ್ಲಿ 00-29 ಗುಂಟೆ ಭೂಸ್ವಾಧೀನಕ್ಕೆ ಅಧಿಸೂಚಿಸಲಾಗಿದ್ದು ಸದರಿ ಸರ್ವೆ ನಂಬರ್‌ನಲ್ಲಿ ಪೌತಿ ವಾರಸುದಾರರ ಖಾತೆ ಬದಲಾವಣೆಯಾಗಿ ರಂಗನಾಥಯ್ಯ ಬಿನ್ ರಂಗಯ್ಯ ರವರಿಂದ ರಂಗನಾಥಯ್ಯ ಬಿನ್ ಲೇಟ್ ರಂಗಯ್ಯ ರವರ ಹೆಸರಿಗೆ ಖಾತೆ ಬದಲಾವಣೆಯಾಗಿದ್ದು ಜಂಟಿ ಅಳತೆಯಲ್ಲಿ ವಹಿಸಿಕೊಂಡಿರುವುದನ್ನು ದಾಖಲಿಸಿ, ಹುಚ್ಚಿರಂಗಮ್ಮ ಕೋಂ ಲೇಟ್ ರಂಗನಾಥಯ್ಯ, ರಾಜಣ್ಣ ಬಿನ್ ಲೇಟ್ ಕರಿಯಪ್ಪ, ರಂಗನಾಥ ಬಿನ್ ಕರಿಯಪ್ಪ (ಜಂಟಿ), ಶಿವನಾಂದ ಬಿನ್ ಲೇಟ್ ಕರಿಯಪ್ಪ (ಜಂಟಿ) ರವರ ಜಮೀನು ಭೂಸ್ವಾಧೀನಕ್ಕೆ ಒಳಪಡದೆ ಇರುವುದರಿಂದ ಇವರ ಹೆಸರನ್ನು ಕೈಬಿಡಲಾಗಿದೆ. xyxy=(1132,1358,1505,1443)
cell-count: - xyxy=(957,644,994,675)
cell-owner: ಸಿದ್ದಮ್ಮ ಕೋಂ ರಾಮನಾಯಕ xyxy=(129,1908,366,1938)
cell-kharab: 00-01 xyxy=(740,736,809,767)
cell-sl xyxy=(108,1473,130,1504)
state-emblem-icon: ☸ xyxy=(112,116,146,150)
cell-sl xyxy=(108,1609,130,1640)
column-number: 9 xyxy=(881,566,957,583)
cell-count: - xyxy=(957,614,994,644)
cell-sl: 6 xyxy=(108,1073,130,1104)
cell-count: - xyxy=(957,1253,994,1297)
cell-owner: ಸೈಯದ್‌ಕಾಸಿಂಸಾಹೇಬ್ (ಹುಳಿಯಾರ್) ಬಿನ್ ಹುಸೇನ್‌ಸಾಬ್ xyxy=(129,1148,366,1178)
cell-occupant: ಹಾಗಲವಾಡಿ ಚಿಕ್ಕಣ್ಣ ಬಿನ್ ಲೇಟ್ ಉಗ್ರಪ್ಪ xyxy=(366,1714,606,1745)
cell-occupant: ಸಣ್ಣಕರಿಯಪ್ಪ ಬಿನ್ ಕುರುಡುರಂಗಯ್ಯ xyxy=(366,1443,606,1473)
table-row xyxy=(108,1104,1505,1148)
cell-remark xyxy=(1132,644,1505,675)
body-paragraph: ಈ ಮೇಲಿನ ಎಲ್ಲಾ ಅಂಶಗಳ ಹಿನ್ನೆಲೆಯಲ್ಲಿ ಸದರಿ ಅಧಿನಿಯಮದ ಕಲಂ-21(1)ರಡಿ ಹಿತಾಸಕ್ತಿದಾರರಿಗೆ ಭೂಸ್ವಾಧೀನತೆಯ ಜಮೀನುಗಳ ಕಬ್ಜಾ ಪಡೆಯುವ ಉದ್ದೇಶದ ಬಗ್ಗೆ ಹಾಗೂ ಪರಿಹಾರದ ಕ್ಲೇಮುಗಳನ್ನು ಸಲ್ಲಿಸಲು ತಿಳುವಳಿಕೆಯ ನೋಟೀಸ್ ನೀಡಿ ಮುಂದಿನ ಕ್ರಮ ಜರುಗಿಸಲು ನಿರ್ದೇಶಿಸಿದೆ. xyxy=(113,375,1148,388)
cell-tree: - xyxy=(881,1578,957,1609)
table-row xyxy=(108,1297,1505,1314)
cell-occupant: ಖರಾಬು xyxy=(366,736,606,767)
cell-owner: ಪಾಂಡುರಂಗಪ್ಪ ಬಿನ್ ಚಿತ್ತರಂಗ ನಾಯಕ ನಾಗರಾಜು ಬಿನ್ ಚಿತ್ತರಂಗ ನಾಯಕ ಚಿತ್ತರಾಮಣ್ಣ ಬಿನ್ ಚಿತ್ತರಂಗ ನಾಯಕ (ಜಂಟಿ) ಮಂಜುನಾಥ ಬಿನ್ ಚಿತ್ತರಂಗ ನಾಯಕ (ಜಂಟಿ) xyxy=(129,1806,366,1850)
cell-hissa xyxy=(644,920,671,951)
cell-tree: ಹೊಂಗೆಮರ xyxy=(881,1148,957,1178)
